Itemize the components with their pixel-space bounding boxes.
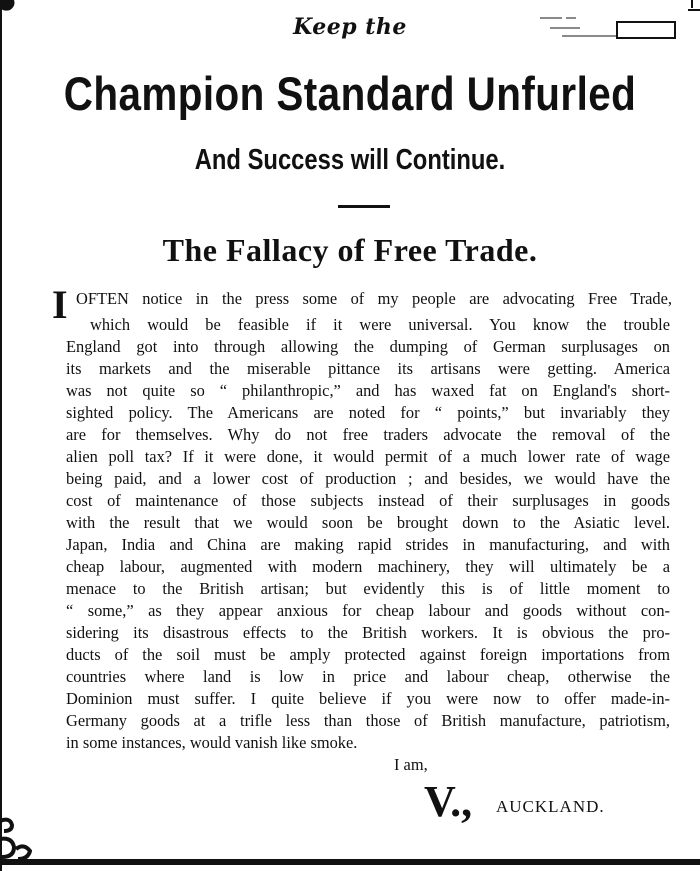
main-title: Champion Standard Unfurled [63,67,637,120]
body-line: sighted policy. The Americans are noted for “ points,” but invariably they [66,403,670,422]
corner-ornament-bottom-left [0,817,32,861]
body-line: England got into through allowing the dumping of German surplusages on [66,337,670,356]
body-line: Germany goods at a trifle less than those of British manufacture, patriotism, [66,711,670,730]
bottom-border-rule [0,859,700,865]
body-line: ducts of the soil must be amply protected against foreign importations from [66,645,670,664]
body-line: which would be feasible if it were universal. You know the trouble [90,315,670,334]
signature-initial: V., [424,777,473,826]
body-line: was not quite so “ philanthropic,” and has waxed fat on England's short- [66,381,670,400]
body-line: cheap labour, augmented with modern machinery, they will ultimately be a [66,557,670,576]
body-line: with the result that we would soon be brought down to the Asiatic level. [66,513,670,532]
drop-cap: I [52,282,68,327]
body-line: “ some,” as they appear anxious for cheap labour and goods without con- [66,601,670,620]
subtitle: And Success will Continue. [194,144,506,176]
signoff-text: I am, [394,755,428,774]
body-line: OFTEN notice in the press some of my people are advocating Free Trade, [76,289,672,308]
corner-ornament-top-right [686,0,700,14]
body-line: sidering its disastrous effects to the British workers. It is obvious the pro- [66,623,670,642]
body-line: being paid, and a lower cost of production ; and besides, we would have the [66,469,670,488]
body-line: Japan, India and China are making rapid strides in manufacturing, and with [66,535,670,554]
corner-ornament-top-left [0,0,16,12]
body-line: countries where land is low in price and labour cheap, otherwise the [66,667,670,686]
title-divider [338,205,390,208]
body-line: are for themselves. Why do not free traders advocate the removal of the [66,425,670,444]
body-line: Dominion must suffer. I quite believe if you were now to offer made-in- [66,689,670,708]
kicker-text: Keep the [293,14,407,40]
body-line: alien poll tax? If it were done, it would permit of a much lower rate of wage [66,447,670,466]
body-line: its markets and the miserable pittance its artisans were getting. America [66,359,670,378]
body-line: menace to the British artisan; but evidently this is of little moment to [66,579,670,598]
body-line: cost of maintenance of those subjects instead of their surplusages in goods [66,491,670,510]
body-line: in some instances, would vanish like smoke. [66,733,358,752]
article-headline: The Fallacy of Free Trade. [162,232,538,268]
signature-place: AUCKLAND. [496,797,605,816]
left-edge-rule [0,0,2,871]
